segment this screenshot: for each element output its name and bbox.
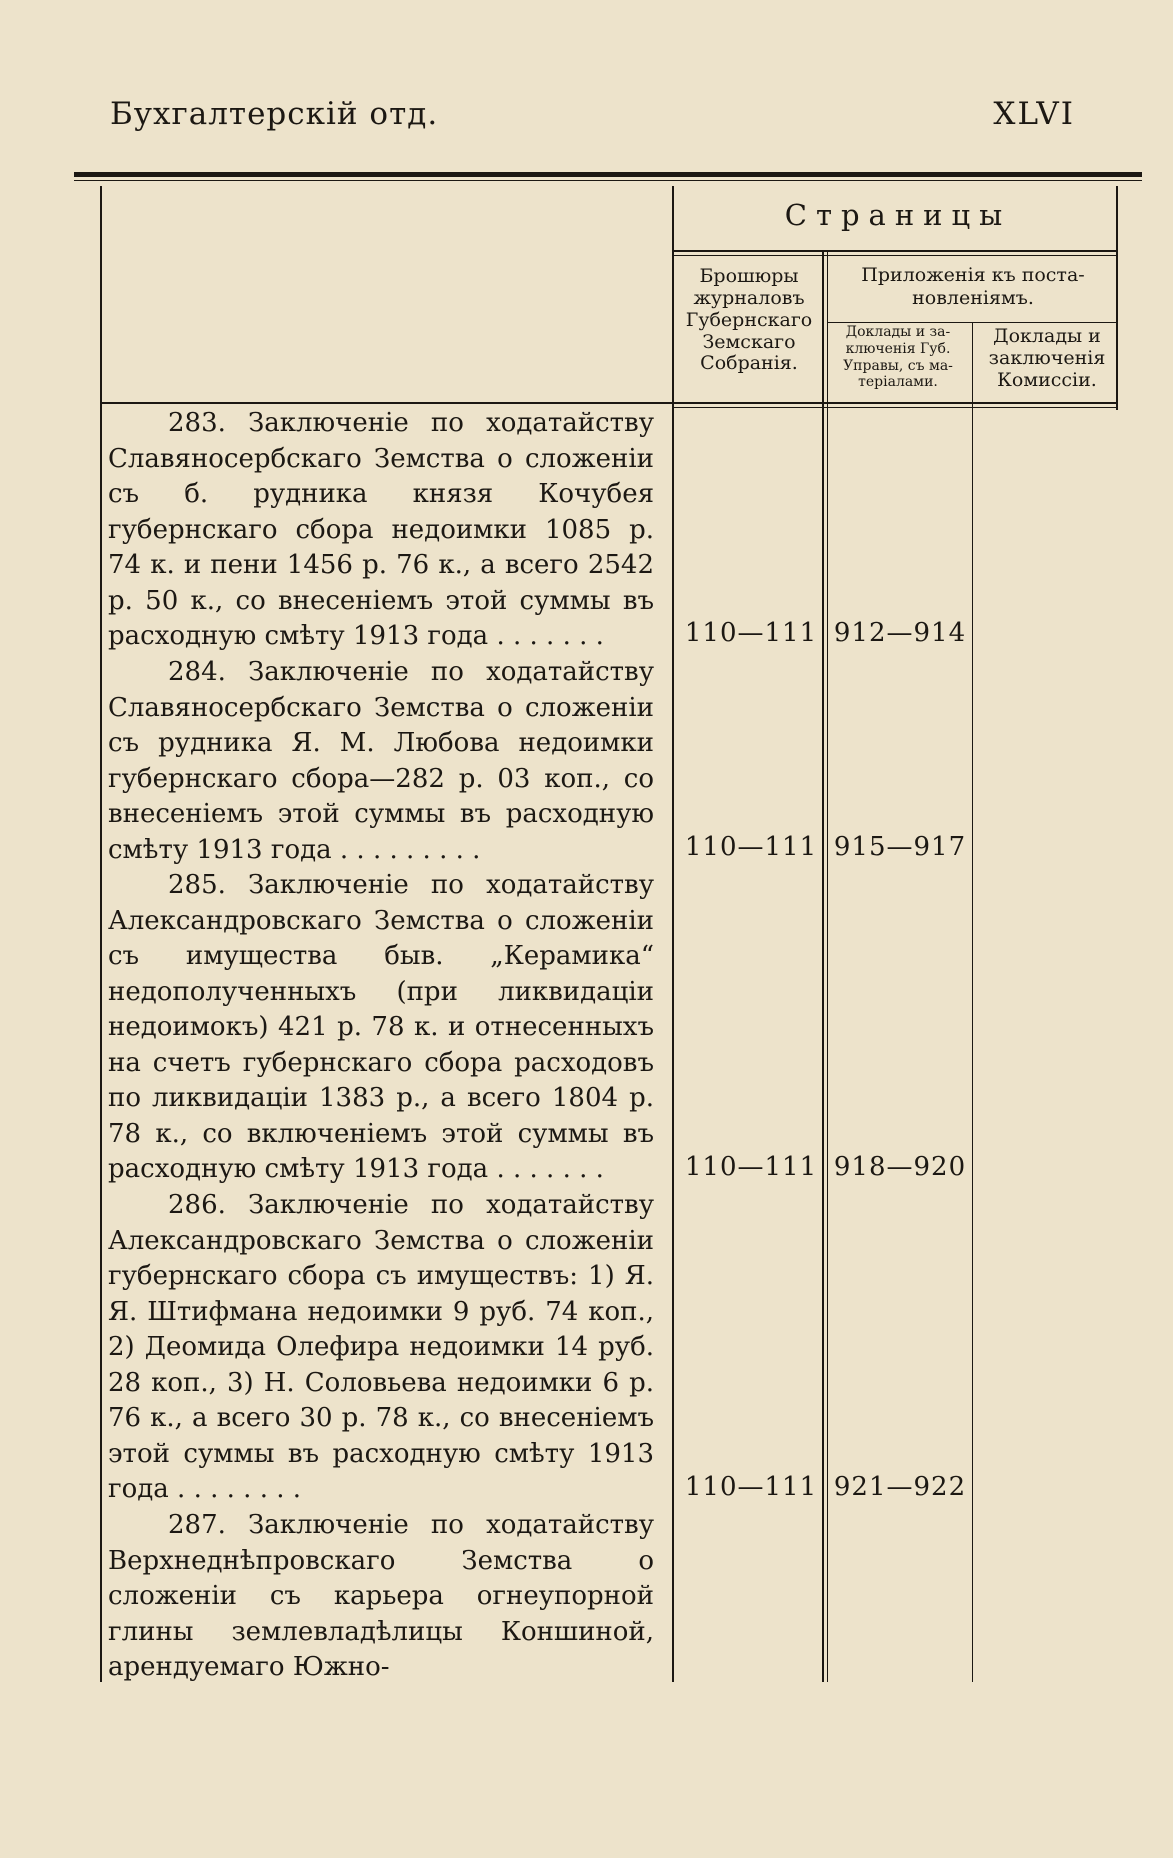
brochure-pages: 110—111 <box>684 1152 818 1182</box>
brochure-pages: 110—111 <box>684 832 818 862</box>
uprava-pages: 921—922 <box>833 1472 967 1502</box>
table-left-border <box>100 186 102 1682</box>
entry-286 <box>108 1188 654 1508</box>
uprava-pages: 918—920 <box>833 1152 967 1182</box>
appendices-column-header <box>826 264 1120 310</box>
brochures-header-line: журналовъ <box>693 286 805 309</box>
brochures-header-line: Собранія. <box>700 352 798 375</box>
entry-284 <box>108 655 654 868</box>
brochures-header-line: Губернскаго <box>685 308 813 331</box>
commission-header-line: Доклады и <box>993 325 1101 347</box>
column-divider-uprava-commission <box>972 322 973 1682</box>
entry-number: 284. <box>168 657 226 687</box>
page-header <box>110 96 1075 142</box>
commission-header-line: заключенія <box>988 346 1106 369</box>
rule-below-pages-title <box>674 250 1116 252</box>
appendices-header-line: Приложенія къ поста- <box>861 264 1085 286</box>
column-divider-brochure-appendix <box>822 252 824 1682</box>
entry-text: Заключеніе по ходатайству Славяносербскаго Земства о сложеніи съ б. рудника князя Кочубея губернскаго сбора недоимки 1085 р. 74 к. и пени 1456 р. 76 к., а всего 2542 р. 50 к., со внесеніемъ этой суммы въ расходную смѣту 1913 года . . . . . . . <box>108 408 654 651</box>
header-rule <box>74 172 1142 177</box>
running-head: Бухгалтерскій отд. <box>110 96 439 132</box>
entry-number: 283. <box>168 408 226 438</box>
brochures-header-line: Земскаго <box>702 330 796 353</box>
entry-text: Заключеніе по ходатайству Александровскаго Земства о сложеніи съ имущества быв. „Керамика“ недополученныхъ (при ликвидаціи недоимокъ) 421 р. 78 к. и отнесенныхъ на счетъ губернскаго сбора расходовъ по ликвидаціи 1383 р., а всего 1804 р. 78 к., со включеніемъ этой суммы въ расходную смѣту 1913 года . . . . . . . <box>108 870 654 1184</box>
entry-283 <box>108 406 654 655</box>
entry-text: Заключеніе по ходатайству Славяносербскаго Земства о сложеніи съ рудника Я. М. Любова недоимки губернскаго сбора—282 р. 03 коп., со внесеніемъ этой суммы въ расходную смѣту 1913 года . . . . . . . . . <box>108 657 654 865</box>
brochures-column-header <box>676 266 822 375</box>
uprava-header-line: теріалами. <box>858 374 938 391</box>
column-divider-brochure-appendix-inner <box>827 252 828 1682</box>
appendices-header-line: новленіямъ. <box>912 286 1034 309</box>
uprava-header-line: ключенія Губ. <box>845 340 951 357</box>
rule-below-appendices <box>828 322 1116 323</box>
rule-below-pages-title-inner <box>674 255 1116 256</box>
header-bottom-rule <box>100 402 1118 404</box>
uprava-reports-column-header <box>826 324 970 391</box>
uprava-pages: 912—914 <box>833 618 967 648</box>
uprava-header-line: Доклады и за- <box>845 324 951 340</box>
header-rule-thin <box>74 180 1142 181</box>
entry-text: Заключеніе по ходатайству Верхнеднѣпровскаго Земства о сложеніи съ карьера огнеупорной глины землевладѣлицы Коншиной, арендуемаго Южно- <box>108 1510 654 1682</box>
entry-287 <box>108 1508 654 1686</box>
entry-number: 286. <box>168 1190 226 1220</box>
page-number: XLVI <box>993 96 1075 132</box>
brochure-pages: 110—111 <box>684 618 818 648</box>
header-bottom-rule-inner <box>674 407 1118 408</box>
pages-column-title: Страницы <box>784 198 1012 232</box>
brochure-pages: 110—111 <box>684 1472 818 1502</box>
entry-285 <box>108 868 654 1188</box>
brochures-header-line: Брошюры <box>699 265 799 287</box>
entry-number: 285. <box>168 870 226 900</box>
uprava-pages: 915—917 <box>833 832 967 862</box>
commission-reports-column-header <box>975 326 1119 392</box>
column-divider-text-pages <box>672 186 674 1682</box>
entry-number: 287. <box>168 1510 226 1540</box>
entry-text: Заключеніе по ходатайству Александровскаго Земства о сложеніи губернскаго сбора съ имуществъ: 1) Я. Я. Штифмана недоимки 9 руб. 74 коп., 2) Деомида Олефира недоимки 14 руб. 28 коп., 3) Н. Соловьева недоимки 6 р. 76 к., а всего 30 р. 78 к., со внесеніемъ этой суммы въ расходную смѣту 1913 года . . . . . . . . <box>108 1190 654 1504</box>
uprava-header-line: Управы, съ ма- <box>843 357 953 374</box>
commission-header-line: Комиссіи. <box>997 368 1097 391</box>
